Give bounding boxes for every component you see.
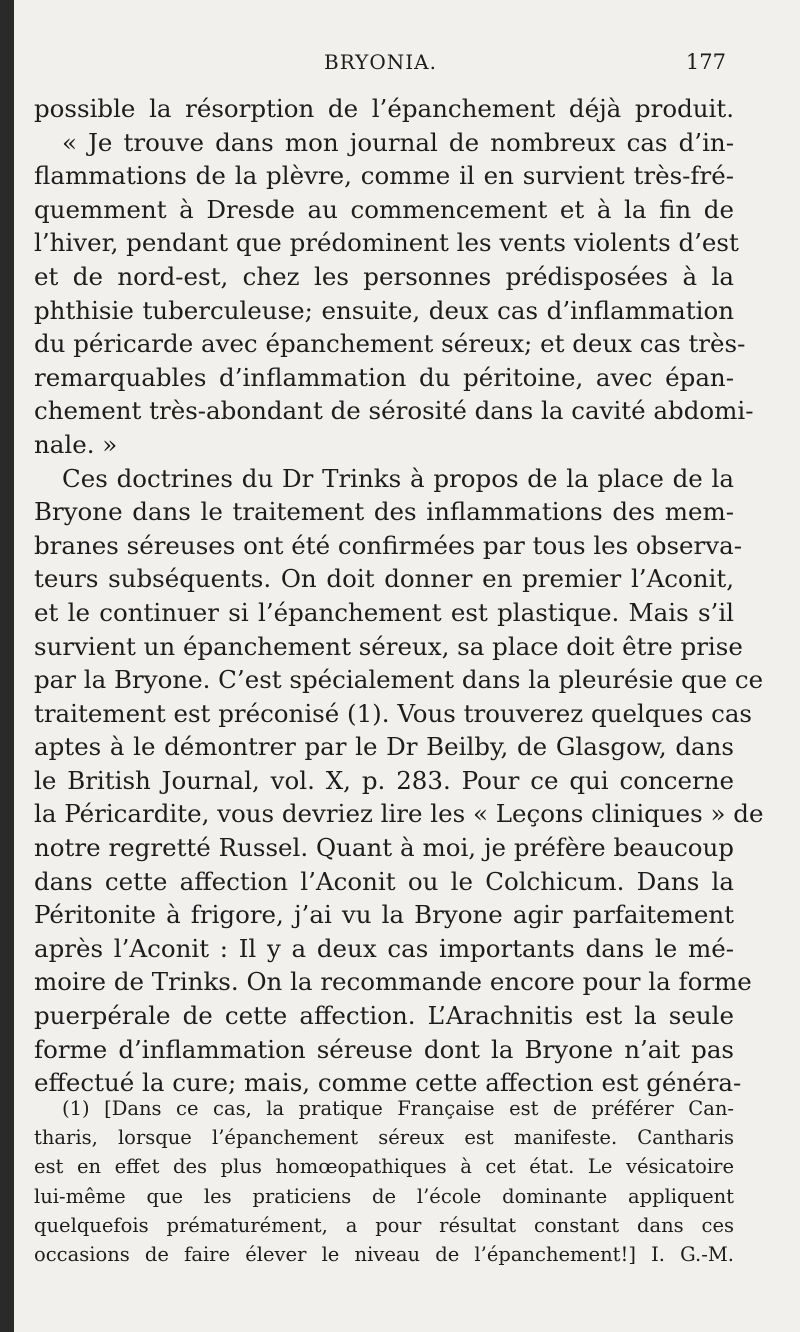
text-line: « Je trouve dans mon journal de nombreux cas d’in- xyxy=(62,127,734,157)
text-line: nale. » xyxy=(34,429,118,459)
text-line: phthisie tuberculeuse; ensuite, deux cas d’inflammation xyxy=(34,295,734,325)
text-line: notre regretté Russel. Quant à moi, je préfère beaucoup xyxy=(34,833,734,863)
footnote-line: occasions de faire élever le niveau de l’épanchement!] I. G.-M. xyxy=(34,1242,734,1266)
text-line: forme d’inflammation séreuse dont la Bryone n’ait pas xyxy=(34,1034,734,1064)
running-title: BRYONIA. xyxy=(324,50,437,74)
footnote-line: quelquefois prématurément, a pour résultat constant dans ces xyxy=(34,1213,734,1237)
text-line: possible la résorption de l’épanchement déjà produit. xyxy=(34,94,734,123)
text-line: dans cette affection l’Aconit ou le Colchicum. Dans la xyxy=(34,866,734,896)
text-line: du péricarde avec épanchement séreux; et deux cas très- xyxy=(34,329,746,359)
page-number: 177 xyxy=(685,50,726,74)
text-line: puerpérale de cette affection. L’Arachnitis est la seule xyxy=(34,1001,734,1031)
text-line: l’hiver, pendant que prédominent les vents violents d’est xyxy=(34,228,739,258)
text-line: traitement est préconisé (1). Vous trouverez quelques cas xyxy=(34,698,753,728)
text-line: survient un épanchement séreux, sa place doit être prise xyxy=(34,631,743,661)
text-line: flammations de la plèvre, comme il en survient très-fré- xyxy=(34,161,734,191)
text-line: Péritonite à frigore, j’ai vu la Bryone agir parfaitement xyxy=(34,900,734,930)
text-line: moire de Trinks. On la recommande encore pour la forme xyxy=(34,967,752,997)
text-line: après l’Aconit : Il y a deux cas importants dans le mé- xyxy=(34,933,734,963)
text-line: remarquables d’inflammation du péritoine, avec épan- xyxy=(34,362,734,392)
text-line: et de nord-est, chez les personnes prédisposées à la xyxy=(34,261,734,291)
text-line: Bryone dans le traitement des inflammations des mem- xyxy=(34,497,734,527)
text-line: quemment à Dresde au commencement et à la fin de xyxy=(34,194,734,224)
page-header xyxy=(14,50,800,80)
book-page xyxy=(14,0,800,1332)
text-line: Ces doctrines du Dr Trinks à propos de la place de la xyxy=(62,463,734,493)
text-line: par la Bryone. C’est spécialement dans la pleurésie que ce xyxy=(34,665,764,695)
text-line: aptes à le démontrer par le Dr Beilby, de Glasgow, dans xyxy=(34,732,734,762)
body-text xyxy=(34,92,764,1100)
text-line: teurs subséquents. On doit donner en premier l’Aconit, xyxy=(34,564,734,594)
text-line: branes séreuses ont été confirmées par tous les observa- xyxy=(34,530,742,560)
footnote-line: (1) [Dans ce cas, la pratique Française est de préférer Can- xyxy=(62,1097,734,1120)
text-line: la Péricardite, vous devriez lire les « Leçons cliniques » de xyxy=(34,799,764,829)
text-line: chement très-abondant de sérosité dans la cavité abdomi- xyxy=(34,396,754,426)
text-line: le British Journal, vol. X, p. 283. Pour ce qui concerne xyxy=(34,765,734,795)
footnote-line: lui-même que les praticiens de l’école dominante appliquent xyxy=(34,1184,734,1208)
footnote-line: est en effet des plus homœopathiques à cet état. Le vésicatoire xyxy=(34,1155,734,1179)
text-line: et le continuer si l’épanchement est plastique. Mais s’il xyxy=(34,597,734,627)
footnotes xyxy=(34,1094,734,1269)
text-line: effectué la cure; mais, comme cette affection est généra- xyxy=(34,1068,742,1098)
footnote-line: tharis, lorsque l’épanchement séreux est manifeste. Cantharis xyxy=(34,1126,734,1150)
